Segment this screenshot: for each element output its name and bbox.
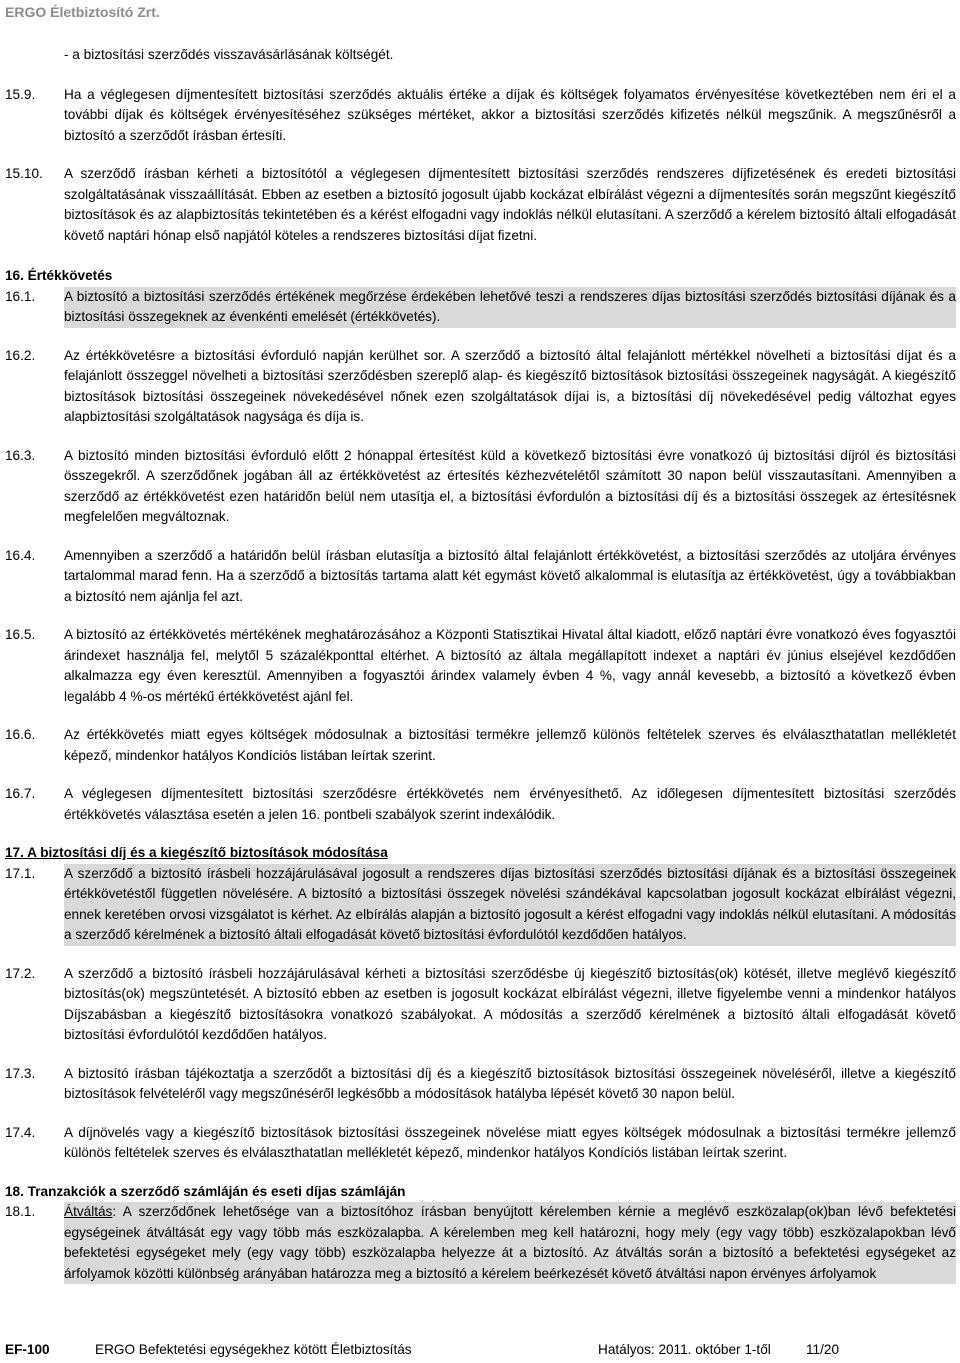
footer-validity: Hatályos: 2011. október 1-től [598, 1342, 771, 1357]
paragraph-text [64, 1202, 956, 1284]
paragraph-16-4 [0, 546, 960, 608]
section-heading-18: 18. Tranzakciók a szerződő számláján és eseti díjas számláján [5, 1183, 406, 1199]
term-label: Átváltás [64, 1204, 113, 1219]
paragraph-number: 16.2. [5, 347, 36, 363]
paragraph-text: Amennyiben a szerződő a határidőn belül írásban elutasítja a biztosító által felajánlott értékkövetést, a biztosítási szerződés az utoljára érvényes tartalommal marad fenn. Ha a szerződő a biztosítás tartama alatt két egymást követő alkalommal is elutasítja az értékkövetést, úgy a továbbiakban a biztosító nem ajánlja fel azt. [64, 547, 956, 604]
paragraph-18-1 [0, 1202, 960, 1284]
paragraph-17-2 [0, 964, 960, 1046]
paragraph-text: A véglegesen díjmentesített biztosítási szerződésre értékkövetés nem érvényesíthető. Az időlegesen díjmentesített biztosítási szerződés értékkövetés választása esetén a jelen 16. pontbeli szabályok szerint indexálódik. [64, 786, 956, 822]
paragraph-16-5 [0, 625, 960, 707]
section-heading-16: 16. Értékkövetés [5, 268, 113, 283]
paragraph-16-6 [0, 725, 960, 766]
paragraph-16-3 [0, 446, 960, 528]
paragraph-text: A biztosító az értékkövetés mértékének meghatározásához a Központi Statisztikai Hivatal által kiadott, előző naptári évre vonatkozó éves fogyasztói árindexet használja fel, melytől 5 százalékponttal eltérhet. A biztosító az általa megállapított indexet a naptári év június elsejével kezdődően alkalmazza egy éven keresztül. Amennyiben a fogyasztói árindex valamely évben 4 %, vagy annál kevesebb, a biztosító a következő évben legalább 4 %-os mértékű értékkövetést ajánl fel. [64, 627, 956, 704]
intro-line: - a biztosítási szerződés visszavásárlásának költségét. [64, 47, 394, 62]
paragraph-15-9 [0, 85, 960, 147]
paragraph-number: 18.1. [5, 1204, 36, 1219]
paragraph-text: A szerződő írásban kérheti a biztosítótól a véglegesen díjmentesített biztosítási szerződés rendszeres díjfizetésének és eredeti biztosítási szolgáltatásának visszaállítását. Ebben az esetben a biztosító jogosult újabb kockázat elbírálást végezni a díjmentesítés során megszűnt kiegészítő biztosítások és az alapbiztosítás tekintetében és a kérést elfogadni vagy indoklás nélkül elutasítani. A szerződő a kérelem biztosító általi elfogadását követő naptári hónap első napjától köteles a rendszeres biztosítási díjat fizetni. [64, 166, 956, 243]
paragraph-number: 16.4. [5, 547, 36, 563]
paragraph-number: 16.7. [5, 786, 36, 801]
paragraph-number: 15.9. [5, 86, 36, 102]
section-heading-17: 17. A biztosítási díj és a kiegészítő biztosítások módosítása [5, 845, 388, 860]
paragraph-16-2 [0, 346, 960, 428]
paragraph-15-10 [0, 164, 960, 246]
term-text: : A szerződőnek lehetősége van a biztosítóhoz írásban benyújtott kérelemben kérnie a meglévő eszközalap(ok)ban lévő befektetési egységeinek átváltását egy vagy több más eszközalapba. A kérelemben meg kell határozni, hogy mely (egy vagy több) eszközalapokban lévő befektetési egységeket mely (egy vagy több) eszközalapba helyezze át a biztosító. Az átváltás során a biztosító a befektetési egységeket az árfolyamok közötti különbség arányában határozza meg a biztosító a kérelem beérkezését követő átváltási napon érvényes árfolyamok [64, 1204, 956, 1281]
paragraph-number: 15.10. [5, 166, 43, 181]
paragraph-17-3 [0, 1064, 960, 1105]
paragraph-number: 16.1. [5, 288, 36, 304]
paragraph-17-4 [0, 1123, 960, 1164]
paragraph-number: 17.3. [5, 1065, 36, 1081]
paragraph-text: Az értékkövetésre a biztosítási évforduló napján kerülhet sor. A szerződő a biztosító által felajánlott mértékkel növelheti a biztosítási díjat és a felajánlott összeggel növelheti a biztosítási szerződésben szereplő alap- és kiegészítő biztosítások biztosítási összegeinek nagyságát. A kiegészítő biztosítások biztosítási összegeinek növekedésével nőnek ezen szolgáltatások díjai is, a biztosítási díj növekedésével pedig változhat egyes alapbiztosítási szolgáltatások nagysága és díja is. [64, 347, 956, 424]
paragraph-number: 17.4. [5, 1124, 36, 1140]
paragraph-text: A szerződő a biztosító írásbeli hozzájárulásával jogosult a rendszeres díjas biztosítási szerződés biztosítási díjának és a biztosítási összegeinek értékkövetéstől független növelésére. A biztosító a biztosítási összegek növelési szándékával kapcsolatban jogosult kockázat elbírálást végezni, ennek keretében orvosi vizsgálatot is kérhet. Az elbírálás alapján a biztosító jogosult a kérést elfogadni vagy indoklás nélkül elutasítani. A módosítás a szerződő kérelmének a biztosító általi elfogadását követő biztosítási évfordulótól kezdődően hatályos. [64, 864, 956, 946]
paragraph-16-1 [0, 287, 960, 328]
paragraph-text: A biztosító a biztosítási szerződés értékének megőrzése érdekében lehetővé teszi a rendszeres díjas biztosítási szerződés biztosítási díjának és a biztosítási összegeknek az évenkénti emelését (értékkövetés). [64, 287, 956, 328]
footer-title: ERGO Befektetési egységekhez kötött Életbiztosítás [95, 1342, 412, 1357]
paragraph-17-1 [0, 864, 960, 946]
company-header: ERGO Életbiztosító Zrt. [5, 4, 160, 20]
paragraph-number: 16.3. [5, 447, 36, 463]
document-body [0, 45, 960, 1284]
paragraph-text: A díjnövelés vagy a kiegészítő biztosítások biztosítási összegeinek növelése miatt egyes költségek módosulnak a biztosítási termékre jellemző különös feltételek szerves és elválaszthatatlan mellékletét képező, mindenkor hatályos Kondíciós listában leírtak szerint. [64, 1124, 956, 1160]
footer-page-number: 11/20 [806, 1342, 840, 1357]
paragraph-text: A biztosító írásban tájékoztatja a szerződőt a biztosítási díj és a kiegészítő biztosítások biztosítási összegeinek növeléséről, illetve a kiegészítő biztosítások felvételéről vagy megszűnéséről legkésőbb a módosítások hatályba lépését követő 30 napon belül. [64, 1065, 956, 1101]
paragraph-number: 17.2. [5, 965, 36, 981]
paragraph-text: A biztosító minden biztosítási évforduló előtt 2 hónappal értesítést küld a következő biztosítási évre vonatkozó új biztosítási díjról és biztosítási összegekről. A szerződőnek jogában áll az értékkövetést az értesítés kézhezvételétől számított 30 napon belül visszautasítani. Amennyiben a szerződő az értékkövetést ezen határidőn belül nem utasítja el, a biztosítási évfordulón a biztosítási díj és a biztosítási összegek az értesítésnek megfelelően megváltoznak. [64, 447, 956, 524]
paragraph-text: Ha a véglegesen díjmentesített biztosítási szerződés aktuális értéke a díjak és költségek folyamatos érvényesítése következtében nem éri el a további díjak és költségek érvényesítéséhez szükséges mértéket, akkor a biztosítási szerződés kifizetés nélkül megszűnik. A megszűnésről a biztosító a szerződőt írásban értesíti. [64, 86, 956, 143]
paragraph-number: 17.1. [5, 865, 36, 881]
footer-code: EF-100 [5, 1342, 50, 1357]
paragraph-number: 16.5. [5, 627, 36, 642]
paragraph-text: Az értékkövetés miatt egyes költségek módosulnak a biztosítási termékre jellemző különös feltételek szerves és elválaszthatatlan mellékletét képező, mindenkor hatályos Kondíciós listában leírtak szerint. [64, 727, 956, 763]
paragraph-number: 16.6. [5, 727, 36, 742]
paragraph-text: A szerződő a biztosító írásbeli hozzájárulásával kérheti a biztosítási szerződésbe új kiegészítő biztosítás(ok) kötését, illetve meglévő kiegészítő biztosítás(ok) megszüntetését. A biztosító ebben az esetben is jogosult kockázat elbírálást végezni, illetve figyelembe venni a mindenkor hatályos Díjszabásban a kiegészítő biztosításokra vonatkozó szabályokat. A módosítás a szerződő kérelmének a biztosító általi elfogadását követő biztosítási évfordulótól kezdődően hatályos. [64, 965, 956, 1042]
paragraph-16-7 [0, 784, 960, 825]
